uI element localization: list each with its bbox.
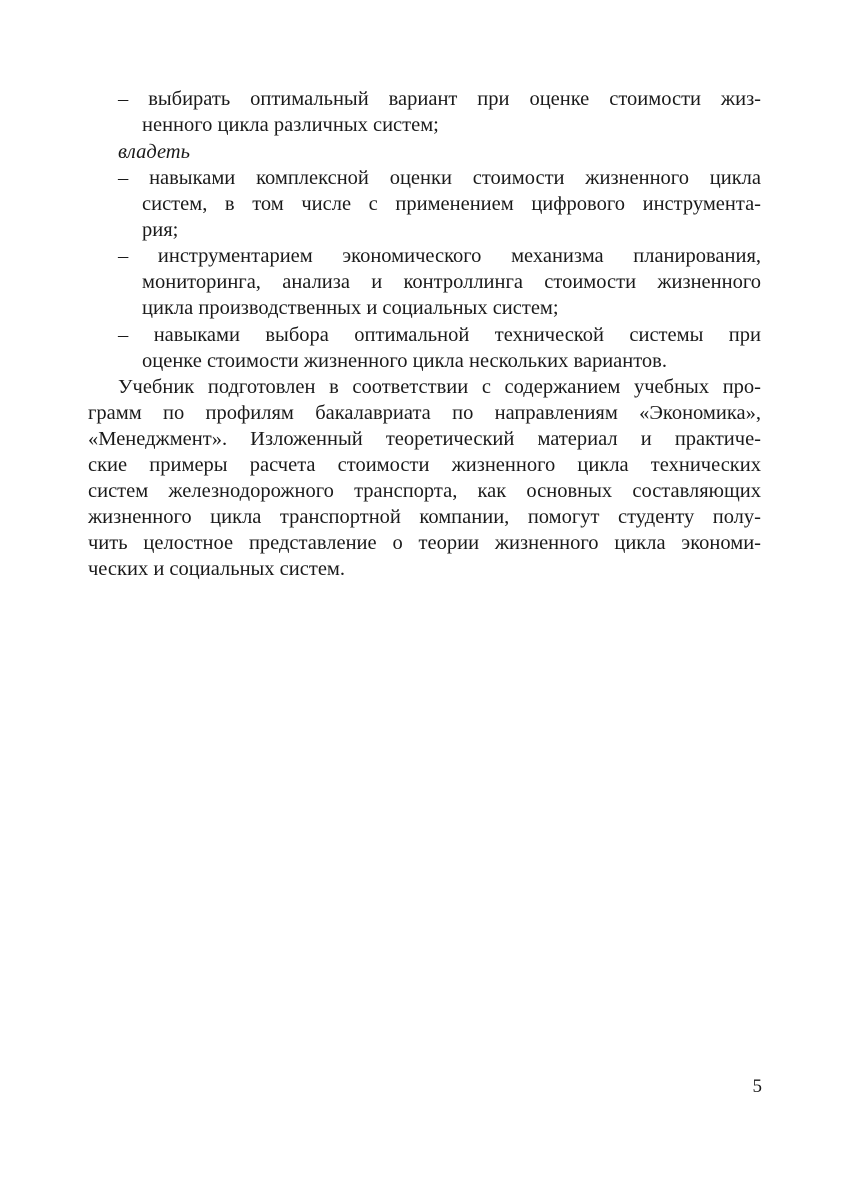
section-label: владеть — [118, 141, 190, 163]
text-line: оценке стоимости жизненного цикла нескольких вариантов. — [142, 350, 667, 372]
paragraph-line: ческих и социальных систем. — [88, 558, 346, 580]
page-number: 5 — [752, 1076, 762, 1097]
paragraph-line: грамм по профилям бакалавриата по направлениям «Экономика», — [88, 402, 761, 424]
text-line: систем, в том числе с применением цифрового инструмента- — [142, 193, 761, 215]
paragraph-line: «Менеджмент». Изложенный теоретический материал и практиче- — [88, 428, 761, 450]
text-line: – навыками комплексной оценки стоимости жизненного цикла — [118, 167, 761, 189]
text-line: – инструментарием экономического механизма планирования, — [118, 245, 761, 267]
text-line: ненного цикла различных систем; — [142, 114, 439, 136]
paragraph-line: систем железнодорожного транспорта, как основных составляющих — [88, 480, 761, 502]
text-line: рия; — [142, 219, 179, 241]
paragraph-line: жизненного цикла транспортной компании, помогут студенту полу- — [88, 506, 761, 528]
paragraph-line: чить целостное представление о теории жизненного цикла экономи- — [88, 532, 761, 554]
text-line: – выбирать оптимальный вариант при оценке стоимости жиз- — [118, 88, 761, 110]
paragraph-line: ские примеры расчета стоимости жизненного цикла технических — [88, 454, 761, 476]
text-line: – навыками выбора оптимальной технической системы при — [118, 324, 761, 346]
paragraph-line: Учебник подготовлен в соответствии с содержанием учебных про- — [118, 376, 761, 398]
text-line: цикла производственных и социальных систем; — [142, 297, 559, 319]
text-line: мониторинга, анализа и контроллинга стоимости жизненного — [142, 271, 761, 293]
